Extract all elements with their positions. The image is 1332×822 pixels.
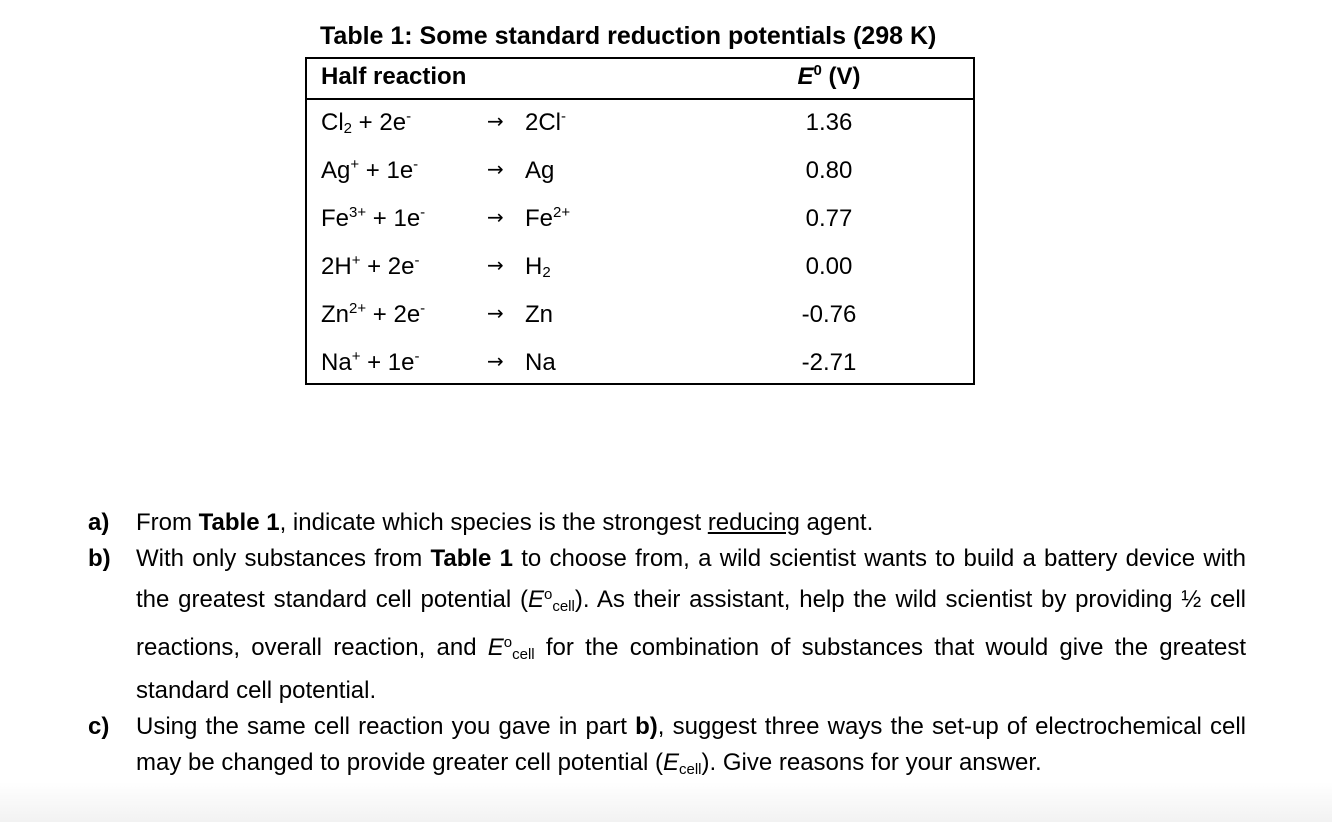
reaction-arrow: → xyxy=(487,205,504,229)
question-b xyxy=(88,541,1246,709)
table-row xyxy=(307,349,973,397)
table-row xyxy=(307,205,973,253)
table-reference: Table 1 xyxy=(198,509,280,536)
product-cell: $H_2$ xyxy=(525,253,551,281)
question-c xyxy=(88,709,1246,788)
potential-value: 0.77 xyxy=(805,205,853,232)
product-cell: Na xyxy=(525,349,556,376)
standard-degree-mark: o xyxy=(543,586,553,603)
e-symbol: E xyxy=(527,586,544,613)
reactant-cell: Na+ + 1e- xyxy=(321,348,420,376)
question-a-label: a) xyxy=(88,509,110,536)
potential-value: 0.80 xyxy=(805,157,853,184)
standard-degree-mark: o xyxy=(503,634,513,651)
underlined-term: reducing xyxy=(707,509,800,536)
reaction-arrow: → xyxy=(487,301,504,325)
potential-value: -2.71 xyxy=(801,349,857,376)
reactant-cell: $Fe^{3+} + 1e^-$ xyxy=(321,204,426,232)
table-row xyxy=(307,301,973,349)
cell-subscript: cell xyxy=(679,761,702,778)
cell-subscript: cell xyxy=(552,598,575,615)
cell-subscript: cell xyxy=(512,646,535,663)
question-text: From xyxy=(136,509,199,536)
question-text: agent. xyxy=(799,509,874,536)
question-text: , suggest three ways the set-up of electrochemical cell may be changed to provide greater cell potential ( xyxy=(136,713,1247,776)
product-cell: Ag xyxy=(525,157,555,184)
header-e-standard xyxy=(795,63,863,91)
product-cell: $Fe^{2+}$ xyxy=(525,204,571,232)
e-symbol: E xyxy=(662,749,679,776)
header-half-reaction: Half reaction xyxy=(321,63,467,90)
table-reference: Table 1 xyxy=(430,545,513,572)
question-text: ). As their assistant, help the wild scientist by providing ½ cell reactions, overall reaction, and xyxy=(136,586,1246,661)
product-cell: 2Cl- xyxy=(525,108,567,136)
table-row xyxy=(307,157,973,205)
product-cell: Zn xyxy=(525,301,554,328)
question-text: for the combination of substances that would give the greatest standard cell potential. xyxy=(136,634,1246,704)
question-list xyxy=(88,505,1246,788)
question-text: With only substances from xyxy=(136,545,431,572)
part-reference: b) xyxy=(635,713,658,740)
reaction-arrow: → xyxy=(487,109,504,133)
header-e-unit: (V) xyxy=(821,63,861,90)
reactant-cell: $Cl_2 + 2e^-$ xyxy=(321,108,412,137)
reactant-cell: 2H+ + 2e- xyxy=(321,252,420,280)
question-c-label: c) xyxy=(88,713,110,740)
potential-value: -0.76 xyxy=(801,301,857,328)
reactant-cell: $Zn^{2+} + 2e^-$ xyxy=(321,300,426,328)
table-row xyxy=(307,109,973,157)
question-a xyxy=(88,505,1246,541)
header-e-symbol: E xyxy=(797,63,814,90)
page-bottom-shade xyxy=(0,782,1332,822)
e-symbol: E xyxy=(487,634,504,661)
table-row xyxy=(307,253,973,301)
question-text: ). Give reasons for your answer. xyxy=(701,749,1042,776)
reaction-arrow: → xyxy=(487,157,504,181)
question-text: to choose from, a wild scientist wants to build a battery device with the greatest standard cell potential ( xyxy=(136,545,1246,613)
header-divider xyxy=(307,98,973,100)
question-text: Using the same cell reaction you gave in part xyxy=(136,713,636,740)
reaction-arrow: → xyxy=(487,253,504,277)
reaction-arrow: → xyxy=(487,349,504,373)
reactant-cell: Ag+ + 1e- xyxy=(321,156,419,184)
reduction-potentials-table xyxy=(305,57,975,385)
header-e-sup: 0 xyxy=(813,62,822,79)
question-text: , indicate which species is the strongest xyxy=(279,509,708,536)
question-b-label: b) xyxy=(88,545,111,572)
table-title: Table 1: Some standard reduction potentials (298 K) xyxy=(320,22,937,50)
potential-value: 1.36 xyxy=(805,109,853,136)
potential-value: 0.00 xyxy=(805,253,853,280)
